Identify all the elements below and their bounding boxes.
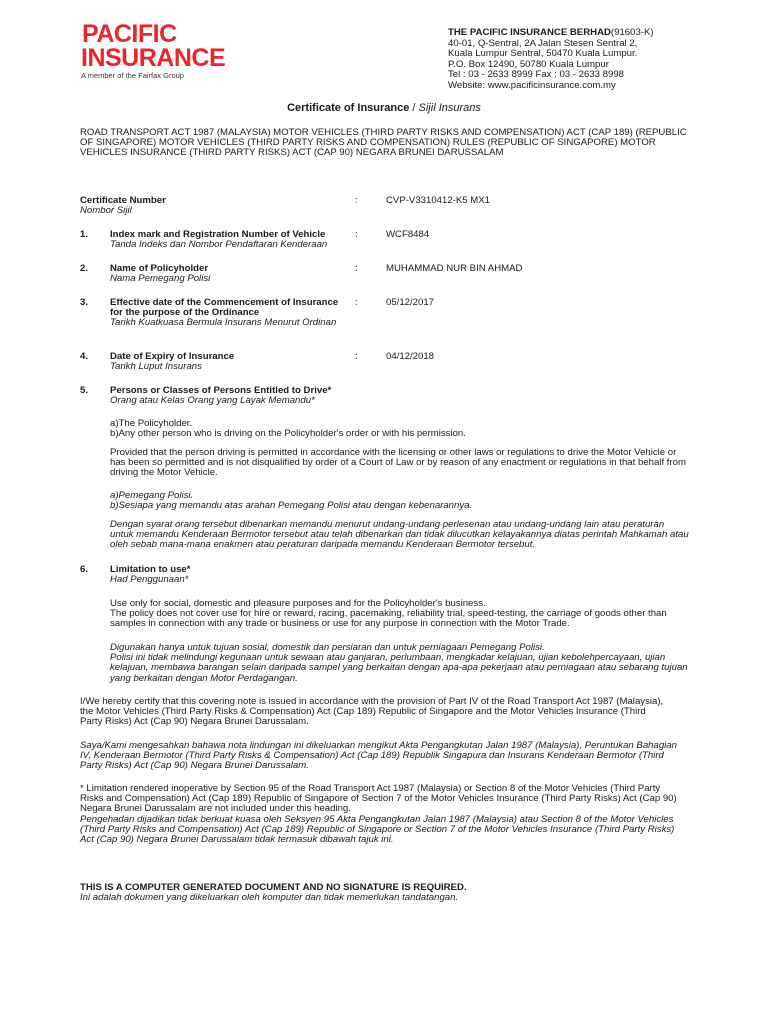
item-label: Persons or Classes of Persons Entitled to Drive* bbox=[110, 385, 332, 396]
item-label-block bbox=[110, 565, 350, 585]
certification-statement: I/We hereby certify that this covering note is issued in accordance with the provision of Part IV of the Road Transport Act 1987 (Malaysia), the Motor Vehicles (Third Party Risks & Compensation) Act (Cap 189) Republic of Singapore and the Motor Vehicles Insurance (Third Party Risks) Act (Cap 90) Negara Brunei Darussalam. bbox=[80, 696, 664, 728]
item-label-block bbox=[110, 352, 350, 372]
certificate-label-block bbox=[80, 196, 166, 216]
colon: : bbox=[355, 229, 358, 240]
item-number: 6. bbox=[80, 564, 89, 575]
certification-statement-malay: Saya/Kami mengesahkan bahawa nota lindungan ini dikeluarkan mengikut Akta Pengangkutan Jalan 1987 (Malaysia), Peruntukan Bahagian IV, Kenderaan Bermotor (Third Party Risks & Compensation) Act (Cap 189) Republik Singapura dan Insurans Kenderaan Bermotor (Third Party Risks) Act (Cap 90) Negara Brunei Darussalam. bbox=[80, 740, 677, 772]
section5-proviso-malay: Dengan syarat orang tersebut dibenarkan memandu menurut undang-undang perlesenan atau undang-undang lain atau peraturan untuk memandu Kenderaan Bermotor tersebut atau telah dibenarkan dan tidak dilucutkan kelayakannya diatas perintah Mahkamah atau oleh sebab mana-mana enakmen atau peraturan daripada memandu Kenderaan Bermotor tersebut. bbox=[110, 519, 689, 551]
item-label-malay: Tanda Indeks dan Nombor Pendaftaran Kenderaan bbox=[110, 239, 328, 250]
company-name: THE PACIFIC INSURANCE BERHAD bbox=[448, 27, 611, 38]
certificate-label-malay: Nombor Sijil bbox=[80, 205, 132, 216]
colon: : bbox=[355, 263, 358, 274]
certificate-number: CVP-V3310412-K5 MX1 bbox=[386, 195, 490, 206]
section6-malay bbox=[110, 643, 690, 684]
item-number: 5. bbox=[80, 385, 89, 396]
item-label-block bbox=[110, 298, 340, 328]
section5-english bbox=[110, 419, 700, 439]
section5-malay bbox=[110, 491, 700, 511]
colon: : bbox=[355, 195, 358, 206]
item-label: Limitation to use* bbox=[110, 564, 191, 575]
registration-number: WCF8484 bbox=[386, 229, 430, 240]
item-label-malay: Had Penggunaan* bbox=[110, 574, 189, 585]
certificate-label: Certificate Number bbox=[80, 195, 166, 206]
item-label-malay: Nama Pemegang Polisi bbox=[110, 273, 211, 284]
item-label-block bbox=[110, 264, 350, 284]
address-line: Kuala Lumpur Sentral, 50470 Kuala Lumpur. bbox=[448, 48, 638, 60]
document-title: Certificate of Insurance / Sijil Insurans bbox=[287, 102, 481, 114]
item-label: Effective date of the Commencement of Insurance for the purpose of the Ordinance bbox=[110, 297, 339, 318]
use-exclusions: The policy does not cover use for hire or reward, racing, pacemaking, reliability trial, speed-testing, the carriage of goods other than samples in connection with any trade or business or use for any purpose in connection with the Motor Trade. bbox=[110, 608, 667, 630]
act-reference: ROAD TRANSPORT ACT 1987 (MALAYSIA) MOTOR VEHICLES (THIRD PARTY RISKS AND COMPENSATION) ACT (CAP 189) (REPUBLIC OF SINGAPORE) MOTOR VEHICLES (THIRD PARTY RISKS AND COMPENSATION) RULES (REPUBLIC OF SINGAPORE) MOTOR VEHICLES INSURANCE (THIRD PARTY RISKS) ACT (CAP 90) NEGARA BRUNEI DARUSSALAM bbox=[80, 127, 687, 159]
effective-date: 05/12/2017 bbox=[386, 297, 435, 308]
use-exclusions-malay: Polisi ini tidak melindungi kegunaan untuk sewaan atau ganjaran, perlumbaan, mengkadar kelajuan, ujian kebolehpercayaan, ujian kelajuan, membawa barangan selain daripada sampel yang berkaitan dengan apa-apa pekerjaan atau perniagaan atau sebarang tujuan yang berkaitan dengan Motor Perdagangan. bbox=[110, 652, 688, 684]
item-label-malay: Orang atau Kelas Orang yang Layak Memandu* bbox=[110, 395, 315, 406]
website-line: Website: www.pacificinsurance.com.my bbox=[448, 79, 616, 91]
limitation-footnote-malay: Pengehadan dijadikan tidak berkuat kuasa oleh Seksyen 95 Akta Pengangkutan Jalan 1987 (Malaysia) atau Section 8 of the Motor Vehicles (Third Party Risks and Compensation) Act (Cap 189) Republic of Singapore or Section 7 of the Motor Vehicles Insurance (Third Party Risks) Act (Cap 90) Negara Brunei Darussalam tidak termasuk dibawah tajuk ini. bbox=[80, 814, 675, 846]
section6-english bbox=[110, 599, 690, 630]
logo-tagline: A member of the Fairfax Group bbox=[81, 71, 184, 80]
item-number: 3. bbox=[80, 297, 89, 308]
expiry-date: 04/12/2018 bbox=[386, 351, 435, 362]
logo-insurance: INSURANCE bbox=[81, 44, 226, 72]
limitation-footnote: * Limitation rendered inoperative by Section 95 of the Road Transport Act 1987 (Malaysia) or Section 8 of the Motor Vehicles (Third Party Risks and Compensation) Act (Cap 189) Republic of Singapore of Section 7 of the Motor Vehicles Insurance (Third Party Risks) Act (Cap 90) Negara Brunei Darussalam are not included under this heading. bbox=[80, 783, 677, 815]
item-label-block bbox=[110, 386, 410, 406]
driver-a: a)The Policyholder. bbox=[110, 418, 193, 429]
computer-generated-notice: THIS IS A COMPUTER GENERATED DOCUMENT AND NO SIGNATURE IS REQUIRED. bbox=[80, 882, 467, 893]
item-label: Index mark and Registration Number of Vehicle bbox=[110, 229, 326, 240]
address-line: 40-01, Q-Sentral, 2A Jalan Stesen Sentral 2, bbox=[448, 37, 638, 49]
driver-a-malay: a)Pemegang Polisi. bbox=[110, 490, 194, 501]
computer-generated-notice-malay: Ini adalah dokumen yang dikeluarkan oleh komputer dan tidak memerlukan tandatangan. bbox=[80, 892, 459, 903]
driver-b: b)Any other person who is driving on the Policyholder's order or with his permission. bbox=[110, 428, 466, 440]
item-label: Name of Policyholder bbox=[110, 263, 209, 274]
item-number: 4. bbox=[80, 351, 89, 362]
address-line: P.O. Box 12490, 50780 Kuala Lumpur bbox=[448, 58, 609, 70]
use-purpose: Use only for social, domestic and pleasure purposes and for the Policyholder's business. bbox=[110, 598, 486, 609]
company-reg: (91603-K) bbox=[610, 27, 654, 38]
item-label-malay: Tarikh Kuatkuasa Bermula Insurans Menurut Ordinan bbox=[110, 317, 337, 328]
item-number: 1. bbox=[80, 229, 89, 240]
item-label-block bbox=[110, 230, 360, 250]
section5-proviso: Provided that the person driving is permitted in accordance with the licensing or other laws or regulations to drive the Motor Vehicle or has been so permitted and is not disqualified by order of a Court of Law or by reason of any enactment or regulations in that behalf from driving the Motor Vehicle. bbox=[110, 447, 686, 479]
colon: : bbox=[355, 297, 358, 308]
item-label: Date of Expiry of Insurance bbox=[110, 351, 235, 362]
company-block bbox=[448, 28, 654, 92]
logo-pacific: PACIFIC bbox=[82, 20, 177, 48]
phone-line: Tel : 03 - 2633 8999 Fax : 03 - 2633 8998 bbox=[448, 69, 625, 81]
item-number: 2. bbox=[80, 263, 89, 274]
driver-b-malay: b)Sesiapa yang memandu atas arahan Pemegang Polisi atau dengan kebenarannya. bbox=[110, 500, 473, 512]
item-label-malay: Tarikh Luput Insurans bbox=[110, 361, 202, 372]
policyholder-name: MUHAMMAD NUR BIN AHMAD bbox=[386, 263, 523, 274]
colon: : bbox=[355, 351, 358, 362]
use-purpose-malay: Digunakan hanya untuk tujuan sosial, domestik dan persiaran dan untuk perniagaan Pemegang Polisi. bbox=[110, 642, 545, 653]
company-name-line bbox=[448, 28, 654, 39]
